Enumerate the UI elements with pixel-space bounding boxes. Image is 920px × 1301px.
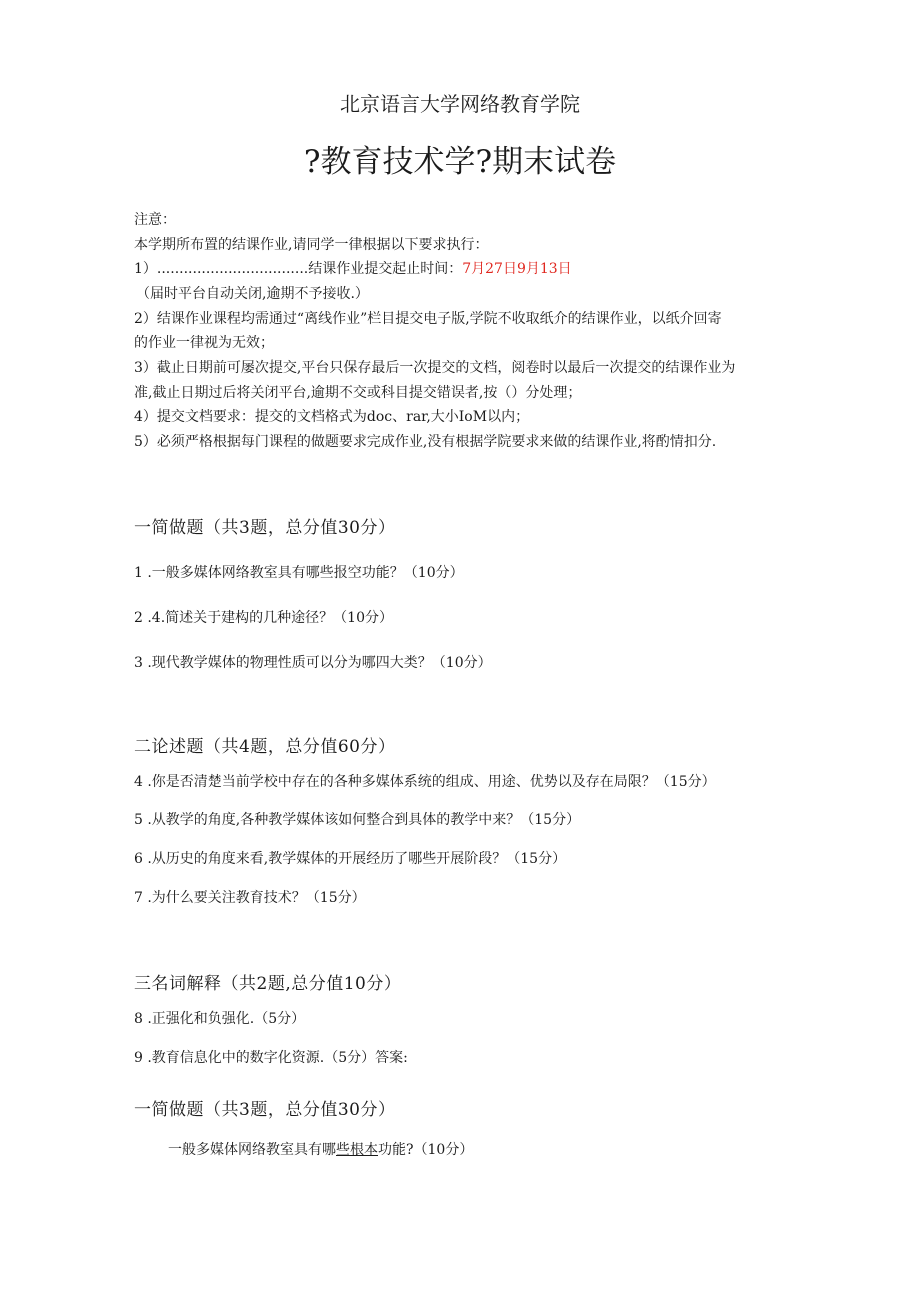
notice-intro: 本学期所布置的结课作业,请同学一律根据以下要求执行：: [134, 237, 489, 253]
notice-item-5: 5）必须严格根据每门课程的做题要求完成作业,没有根据学院要求来做的结课作业,将酌情扣分.: [134, 434, 717, 450]
notice-item-1-note: （届时平台自动关闭,逾期不予接收.）: [136, 286, 369, 302]
section-1-title: 一简做题（共3题，总分值30分）: [134, 518, 396, 538]
exam-title: ?教育技术学?期末试卷: [303, 144, 617, 180]
question-6: 6 .从历史的角度来看,教学媒体的开展经历了哪些开展阶段？（15分）: [134, 851, 567, 867]
question-3: 3 .现代教学媒体的物理性质可以分为哪四大类？（10分）: [134, 655, 492, 671]
notice-item-1-text: 1）..................................结课作业提交起止时间：: [134, 261, 463, 277]
underlined-text: 些根本: [336, 1142, 378, 1158]
section-2-title: 二论述题（共4题，总分值60分）: [134, 737, 396, 757]
institution-title: 北京语言大学网络教育学院: [340, 92, 580, 116]
question-4: 4 .你是否清楚当前学校中存在的各种多媒体系统的组成、用途、优势以及存在局限？（15分）: [134, 774, 716, 790]
notice-item-3-line-2: 准,截止日期过后将关闭平台,逾期不交或科目提交错误者,按（）分处理；: [134, 385, 582, 401]
submission-dates: 7月27日9月13日: [462, 261, 572, 277]
question-9: 9 .教育信息化中的数字化资源.（5分）答案:: [134, 1050, 408, 1066]
question-7: 7 .为什么要关注教育技术？（15分）: [134, 890, 366, 906]
question-2: 2 .4.简述关于建构的几种途径？（10分）: [134, 610, 393, 626]
question-5: 5 .从教学的角度,各种教学媒体该如何整合到具体的教学中来？（15分）: [134, 812, 581, 828]
notice-item-1: [134, 259, 572, 279]
answer-section-title: 一简做题（共3题，总分值30分）: [134, 1100, 396, 1120]
question-8: 8 .正强化和负强化.（5分）: [134, 1011, 306, 1027]
notice-item-3-line-1: 3）截止日期前可屡次提交,平台只保存最后一次提交的文档，阅卷时以最后一次提交的结课作业为: [134, 360, 736, 376]
notice-item-2-line-1: 2）结课作业课程均需通过“离线作业”栏目提交电子版,学院不收取纸介的结课作业，以纸介回寄: [134, 311, 722, 327]
answer-question-1: [168, 1139, 473, 1159]
answer-question-text: 一般多媒体网络教室具有哪: [168, 1142, 336, 1158]
question-1: 1 .一般多媒体网络教室具有哪些报空功能？（10分）: [134, 565, 464, 581]
section-3-title: 三名词解释（共2题,总分值10分）: [134, 974, 402, 994]
notice-item-4: 4）提交文档要求：提交的文档格式为doc、rar,大小IoM以内；: [134, 409, 530, 425]
answer-question-suffix: 功能?（10分）: [378, 1142, 474, 1158]
notice-label: 注意：: [134, 212, 176, 228]
notice-item-2-line-2: 的作业一律视为无效；: [134, 335, 274, 351]
